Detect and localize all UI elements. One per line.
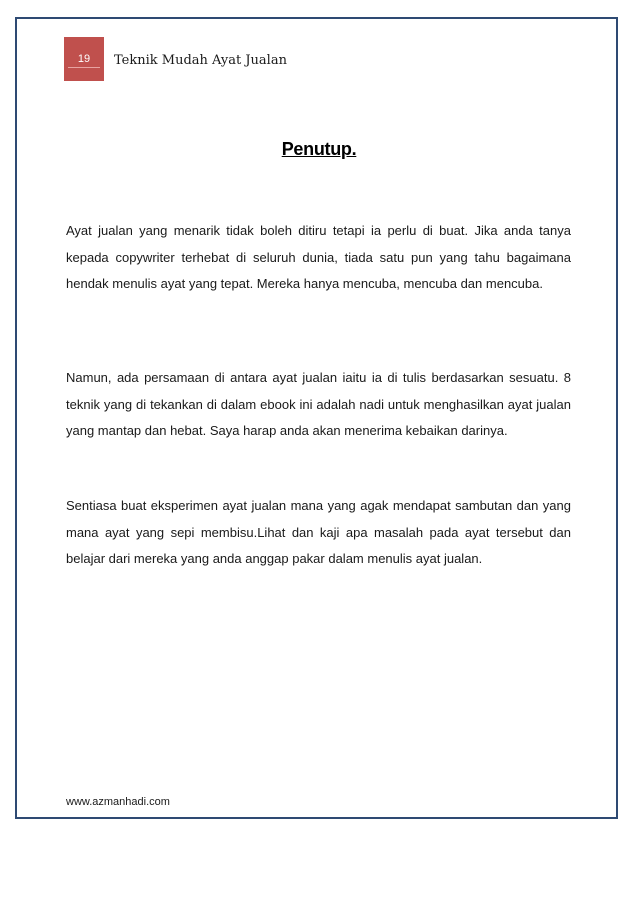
paragraph-3: Sentiasa buat eksperimen ayat jualan mana yang agak mendapat sambutan dan yang mana ayat yang sepi membisu.Lihat dan kaji apa masalah pada ayat tersebut dan belajar dari mereka yang anda anggap pakar dalam menulis ayat jualan. [66, 498, 571, 566]
page-number: 19 [77, 53, 91, 65]
page-number-underline [68, 67, 100, 68]
paragraph-1: Ayat jualan yang menarik tidak boleh ditiru tetapi ia perlu di buat. Jika anda tanya kepada copywriter terhebat di seluruh dunia, tiada satu pun yang tahu bagaimana hendak menulis ayat yang tepat. Mereka hanya mencuba, mencuba dan mencuba. [66, 223, 571, 291]
paragraph-2: Namun, ada persamaan di antara ayat jualan iaitu ia di tulis berdasarkan sesuatu. 8 teknik yang di tekankan di dalam ebook ini adalah nadi untuk menghasilkan ayat jualan yang mantap dan hebat. Saya harap anda akan menerima kebaikan darinya. [66, 370, 571, 438]
section-heading: Penutup. [281, 139, 357, 159]
header-title: Teknik Mudah Ayat Jualan [114, 53, 287, 68]
footer-url: www.azmanhadi.com [66, 796, 170, 808]
page-number-badge [64, 37, 104, 81]
